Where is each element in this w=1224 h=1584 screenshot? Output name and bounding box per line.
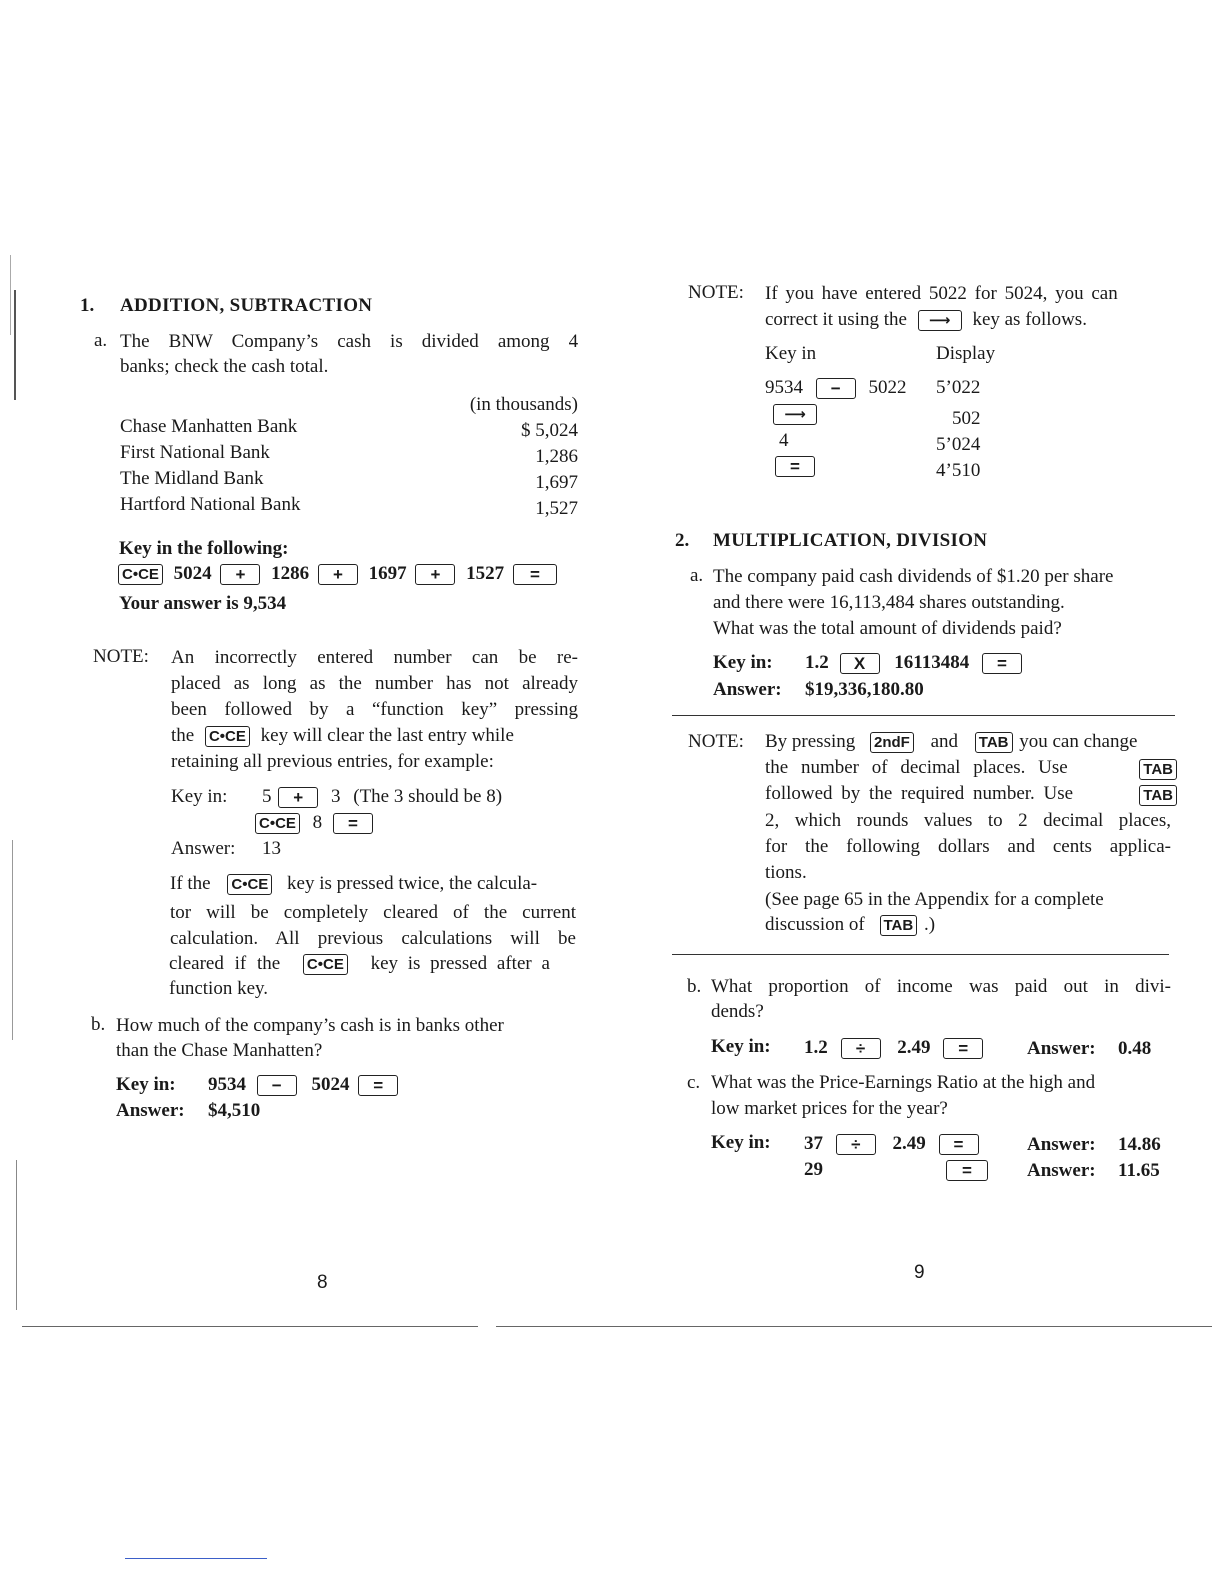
keyin-row [765,377,907,399]
note-line: calculation. All previous calculations will be [170,928,576,949]
bank-amount: 1,286 [535,446,578,467]
note-text: correct it using the [765,309,907,330]
equals-key[interactable]: = [358,1075,398,1096]
c-ce-key[interactable]: C•CE [118,564,163,585]
item-a-line: and there were 16,113,484 shares outstanding. [713,592,1065,613]
item-b-line-2: than the Chase Manhatten? [116,1040,323,1061]
units-label: (in thousands) [469,394,578,415]
item-c-answer-value: 14.86 [1118,1134,1161,1155]
note-label: NOTE: [93,646,149,667]
note-label: NOTE: [688,282,744,303]
item-b-answer-value: 0.48 [1118,1038,1152,1059]
section-2-number: 2. [675,530,690,551]
note-text: key is pressed after a [370,953,550,974]
divide-key[interactable]: ÷ [836,1134,876,1155]
binding-line [14,290,16,400]
tab-key[interactable]: TAB [975,732,1013,753]
equals-key[interactable]: = [775,456,815,477]
item-a-line: What was the total amount of dividends paid? [713,618,1062,639]
note-line [171,725,514,747]
equals-key[interactable]: = [939,1134,979,1155]
item-a-answer-label: Answer: [713,679,782,700]
display-value: 4’510 [936,460,981,481]
number: 4 [779,430,789,451]
binding-line [12,840,13,1040]
number: 1697 [368,563,407,584]
note-text: you can change [1019,731,1138,752]
column-header-key-in: Key in [765,343,817,364]
note-line: retaining all previous entries, for example: [171,751,494,772]
item-c-answer-label: Answer: [1027,1160,1096,1181]
word: is [390,331,403,352]
note-text: By pressing [765,731,856,752]
note-text: followed by the required number. Use [765,783,1074,804]
section-2-title: MULTIPLICATION, DIVISION [713,530,988,551]
number: 37 [804,1133,823,1154]
item-b-marker: b. [687,976,702,997]
note-line [170,873,537,895]
note-line: been followed by a “function key” pressing [171,699,578,720]
minus-key[interactable]: − [257,1075,297,1096]
divide-key[interactable]: ÷ [841,1038,881,1059]
example-answer-value: 13 [262,838,281,859]
number: 5024 [173,563,212,584]
number: 1286 [271,563,310,584]
item-c-line-1: What was the Price-Earnings Ratio at the high and [711,1072,1096,1093]
equals-key[interactable]: = [333,813,373,834]
note-line [765,757,1177,779]
note-line: 2, which rounds values to 2 decimal places, [765,810,1171,831]
item-b-sequence [208,1074,398,1096]
item-b-marker: b. [91,1014,106,1035]
column-header-display: Display [936,343,996,364]
number: 1527 [466,563,505,584]
word: The [120,331,150,352]
note-line [765,309,1087,331]
item-c-answer-label: Answer: [1027,1134,1096,1155]
number: 5022 [868,377,907,398]
note-text: .) [923,914,936,935]
number: 9534 [765,377,803,398]
times-key[interactable]: X [840,653,880,674]
item-c-sequence [804,1133,979,1155]
example-sequence [262,786,502,808]
c-ce-key[interactable]: C•CE [303,954,348,975]
item-a-marker: a. [94,330,108,351]
item-a-answer: Your answer is 9,534 [119,593,287,614]
note-line [169,953,550,975]
example-comment: (The 3 should be 8) [353,786,503,807]
binding-line [10,255,11,335]
item-b-answer-label: Answer: [1027,1038,1096,1059]
item-a-line-2: banks; check the cash total. [120,356,329,377]
number: 29 [804,1159,823,1180]
number: 1.2 [804,1037,828,1058]
word: Company’s [231,331,319,352]
note-text: If the [170,873,211,894]
section-1-title: ADDITION, SUBTRACTION [120,295,373,316]
number: 1.2 [805,652,829,673]
example-answer-label: Answer: [171,838,236,859]
item-a-answer-value: $19,336,180.80 [805,679,924,700]
plus-key[interactable]: + [220,564,260,585]
bank-amount: 1,697 [535,472,578,493]
item-b-answer-label: Answer: [116,1100,185,1121]
word: among [497,331,550,352]
item-a-keyin-label: Key in: [713,652,773,673]
c-ce-key[interactable]: C•CE [255,813,300,834]
page-number: 8 [317,1272,328,1293]
number: 8 [312,812,323,833]
item-b-line-1: How much of the company’s cash is in banks other [116,1015,504,1036]
divider [672,715,1175,716]
note-line: for the following dollars and cents applica- [765,836,1171,857]
number: 9534 [208,1074,246,1095]
number: 3 [331,786,341,807]
page-number: 9 [914,1262,925,1283]
display-value: 502 [952,408,981,429]
binding-line [16,1160,17,1310]
note-line: An incorrectly entered number can be re- [171,647,578,668]
display-value: 5’022 [936,377,981,398]
item-a-sequence [805,652,1022,674]
number: 2.49 [897,1037,931,1058]
note-text: cleared if the [169,953,281,974]
note-line: tor will be completely cleared of the current [170,902,576,923]
bank-name: Hartford National Bank [120,494,301,515]
item-c-keyin-label: Key in: [711,1132,771,1153]
divider [672,954,1169,955]
note-text: key is pressed twice, the calcula- [287,873,538,894]
number: 2.49 [892,1133,926,1154]
item-c-answer-value: 11.65 [1118,1160,1160,1181]
scan-mark [125,1558,267,1559]
note-label: NOTE: [688,731,744,752]
item-b-keyin-label: Key in: [711,1036,771,1057]
key-sequence [118,563,557,585]
item-b-answer-value: $4,510 [208,1100,261,1121]
note-line: (See page 65 in the Appendix for a complete [765,889,1104,910]
example-sequence [255,812,373,834]
plus-key[interactable]: + [318,564,358,585]
note-text: discussion of [765,914,865,935]
c-ce-key[interactable]: C•CE [205,726,250,747]
item-b-keyin-label: Key in: [116,1074,176,1095]
minus-key[interactable]: − [816,378,856,399]
example-keyin-label: Key in: [171,786,228,807]
note-line: tions. [765,862,807,883]
note-line [765,783,1177,805]
item-c-line-2: low market prices for the year? [711,1098,948,1119]
note-text: the number of decimal places. Use [765,757,1068,778]
key-in-heading: Key in the following: [119,538,289,559]
tab-key[interactable]: TAB [1139,785,1177,806]
word: divided [421,331,479,352]
bank-amount: 1,527 [535,498,578,519]
arrow-key[interactable]: ⟶ [918,310,962,331]
note-line: placed as long as the number has not already [171,673,578,694]
plus-key[interactable]: + [278,787,318,808]
word: cash [337,331,371,352]
number: 5024 [311,1074,350,1095]
note-text: and [930,731,959,752]
bank-name: Chase Manhatten Bank [120,416,298,437]
2ndf-key[interactable]: 2ndF [870,732,914,753]
item-a-line-1 [120,331,578,353]
item-c-marker: c. [687,1072,701,1093]
c-ce-key[interactable]: C•CE [227,874,272,895]
arrow-key[interactable]: ⟶ [773,404,817,425]
item-b-line-1: What proportion of income was paid out in divi- [711,976,1171,997]
bank-name: First National Bank [120,442,270,463]
item-a-marker: a. [690,565,704,586]
word: BNW [168,331,213,352]
equals-key[interactable]: = [513,564,557,585]
section-1-number: 1. [80,295,95,316]
page-bottom-edge [496,1326,1212,1327]
equals-key[interactable]: = [982,653,1022,674]
display-value: 5’024 [936,434,981,455]
plus-key[interactable]: + [415,564,455,585]
tab-key[interactable]: TAB [1139,759,1177,780]
bank-amount: $ 5,024 [521,420,578,441]
item-b-sequence [804,1037,983,1059]
note-line: function key. [169,978,269,999]
note-text: key as follows. [972,309,1087,330]
equals-key[interactable]: = [946,1160,988,1181]
number: 5 [262,786,272,807]
bank-name: The Midland Bank [120,468,264,489]
tab-key[interactable]: TAB [880,915,918,936]
number: 16113484 [894,652,970,673]
item-a-line: The company paid cash dividends of $1.20 per share [713,566,1114,587]
word: 4 [568,331,579,352]
note-text: key will clear the last entry while [260,725,514,746]
note-line [765,914,935,936]
equals-key[interactable]: = [943,1038,983,1059]
page-bottom-edge [22,1326,478,1327]
note-text: the [171,725,195,746]
note-line [765,731,1137,753]
item-b-line-2: dends? [711,1001,764,1022]
note-line: If you have entered 5022 for 5024, you can [765,283,1118,304]
